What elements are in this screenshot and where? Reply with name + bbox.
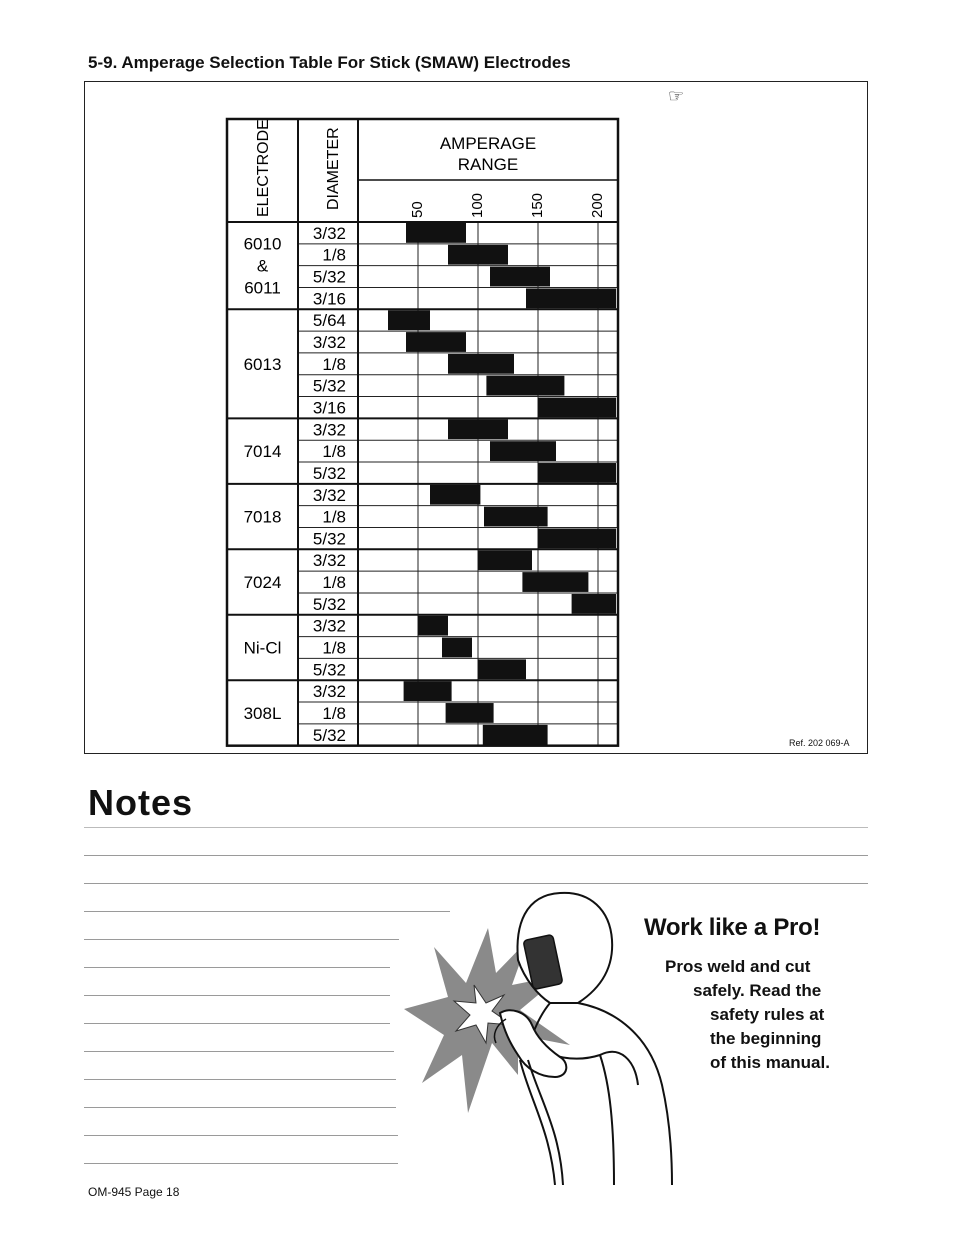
tick-label: 100: [469, 192, 486, 218]
amperage-bar: [418, 616, 448, 636]
promo-line: the beginning: [710, 1029, 822, 1048]
amperage-bar: [522, 572, 588, 592]
diameter-label: 3/32: [312, 551, 346, 571]
note-line: [84, 855, 868, 856]
promo-tagline: Work like a Pro!: [644, 914, 821, 941]
diameter-label: 3/16: [312, 398, 346, 418]
note-line: [84, 827, 868, 828]
tick-label: 50: [409, 201, 426, 218]
note-line: [84, 911, 450, 912]
note-line: [84, 1023, 390, 1024]
diameter-label: 3/16: [312, 289, 346, 309]
note-line: [84, 1163, 398, 1164]
amperage-bar: [486, 376, 564, 396]
diameter-label: 1/8: [322, 507, 346, 527]
amperage-bar: [478, 659, 526, 679]
note-line: [84, 1135, 398, 1136]
amperage-bar: [448, 354, 514, 374]
note-line: [84, 1107, 396, 1108]
amperage-bar: [538, 463, 616, 483]
electrode-label: 6011: [244, 278, 281, 298]
promo-line: safety rules at: [710, 1005, 825, 1024]
diameter-label: 3/32: [312, 333, 346, 353]
diameter-label: 5/32: [312, 376, 346, 396]
diameter-label: 1/8: [322, 354, 346, 374]
amperage-bar: [484, 507, 548, 527]
diameter-label: 1/8: [322, 442, 346, 462]
tick-label: 200: [589, 192, 606, 218]
electrode-label: &: [256, 256, 269, 276]
diameter-label: 3/32: [312, 485, 346, 505]
note-line: [84, 995, 390, 996]
amperage-bar: [490, 267, 550, 287]
diameter-label: 5/32: [312, 267, 346, 287]
promo-line: safely. Read the: [693, 981, 822, 1000]
diameter-label: 5/64: [312, 311, 346, 331]
electrode-label: 308L: [243, 703, 282, 723]
amperage-bar: [538, 528, 616, 548]
electrode-label: Ni-Cl: [243, 638, 282, 658]
amperage-bar: [442, 638, 472, 658]
amperage-bar: [538, 398, 616, 418]
note-line: [84, 939, 399, 940]
page-footer: OM-945 Page 18: [88, 1185, 180, 1199]
electrode-header: ELECTRODE: [255, 119, 272, 217]
amperage-bar: [446, 703, 494, 723]
amperage-bar: [430, 485, 480, 505]
amperage-bar: [448, 419, 508, 439]
amperage-bar: [406, 223, 466, 243]
range-header: RANGE: [457, 155, 519, 174]
diameter-label: 5/32: [312, 594, 346, 614]
electrode-label: 7014: [243, 442, 282, 462]
electrode-label: 6013: [243, 354, 282, 374]
diameter-label: 3/32: [312, 420, 346, 440]
electrode-label: 7018: [243, 507, 282, 527]
diameter-label: 1/8: [322, 638, 346, 658]
promo-line: of this manual.: [710, 1053, 830, 1072]
diameter-label: 5/32: [312, 725, 346, 745]
diameter-label: 3/32: [312, 616, 346, 636]
amperage-bar: [406, 332, 466, 352]
diameter-label: 3/32: [312, 682, 346, 702]
figure-reference: Ref. 202 069-A: [789, 738, 850, 748]
amperage-bar: [526, 288, 616, 308]
welder-illustration: [400, 885, 680, 1185]
note-line: [84, 1051, 394, 1052]
electrode-label: 6010: [243, 234, 282, 254]
amperage-bar: [483, 725, 548, 745]
tick-label: 150: [529, 192, 546, 218]
note-line: [84, 1079, 396, 1080]
diameter-label: 5/32: [312, 529, 346, 549]
diameter-header: DIAMETER: [325, 127, 342, 210]
diameter-label: 1/8: [322, 703, 346, 723]
electrode-label: 7024: [243, 573, 282, 593]
diameter-label: 1/8: [322, 245, 346, 265]
note-line: [84, 883, 868, 884]
notes-title: Notes: [88, 782, 194, 823]
amperage-bar: [490, 441, 556, 461]
amperage-bar: [478, 550, 532, 570]
pointing-hand-icon: ☞: [668, 86, 685, 106]
diameter-label: 5/32: [312, 463, 346, 483]
range-header: AMPERAGE: [439, 134, 537, 153]
diameter-label: 5/32: [312, 660, 346, 680]
amperage-bar: [448, 245, 508, 265]
amperage-bar: [404, 681, 452, 701]
section-title: 5-9. Amperage Selection Table For Stick (SMAW) Electrodes: [88, 53, 571, 72]
diameter-label: 3/32: [312, 223, 346, 243]
note-line: [84, 967, 390, 968]
diameter-label: 1/8: [322, 573, 346, 593]
amperage-bar: [388, 310, 430, 330]
amperage-bar: [572, 594, 616, 614]
promo-line: Pros weld and cut: [665, 957, 811, 976]
